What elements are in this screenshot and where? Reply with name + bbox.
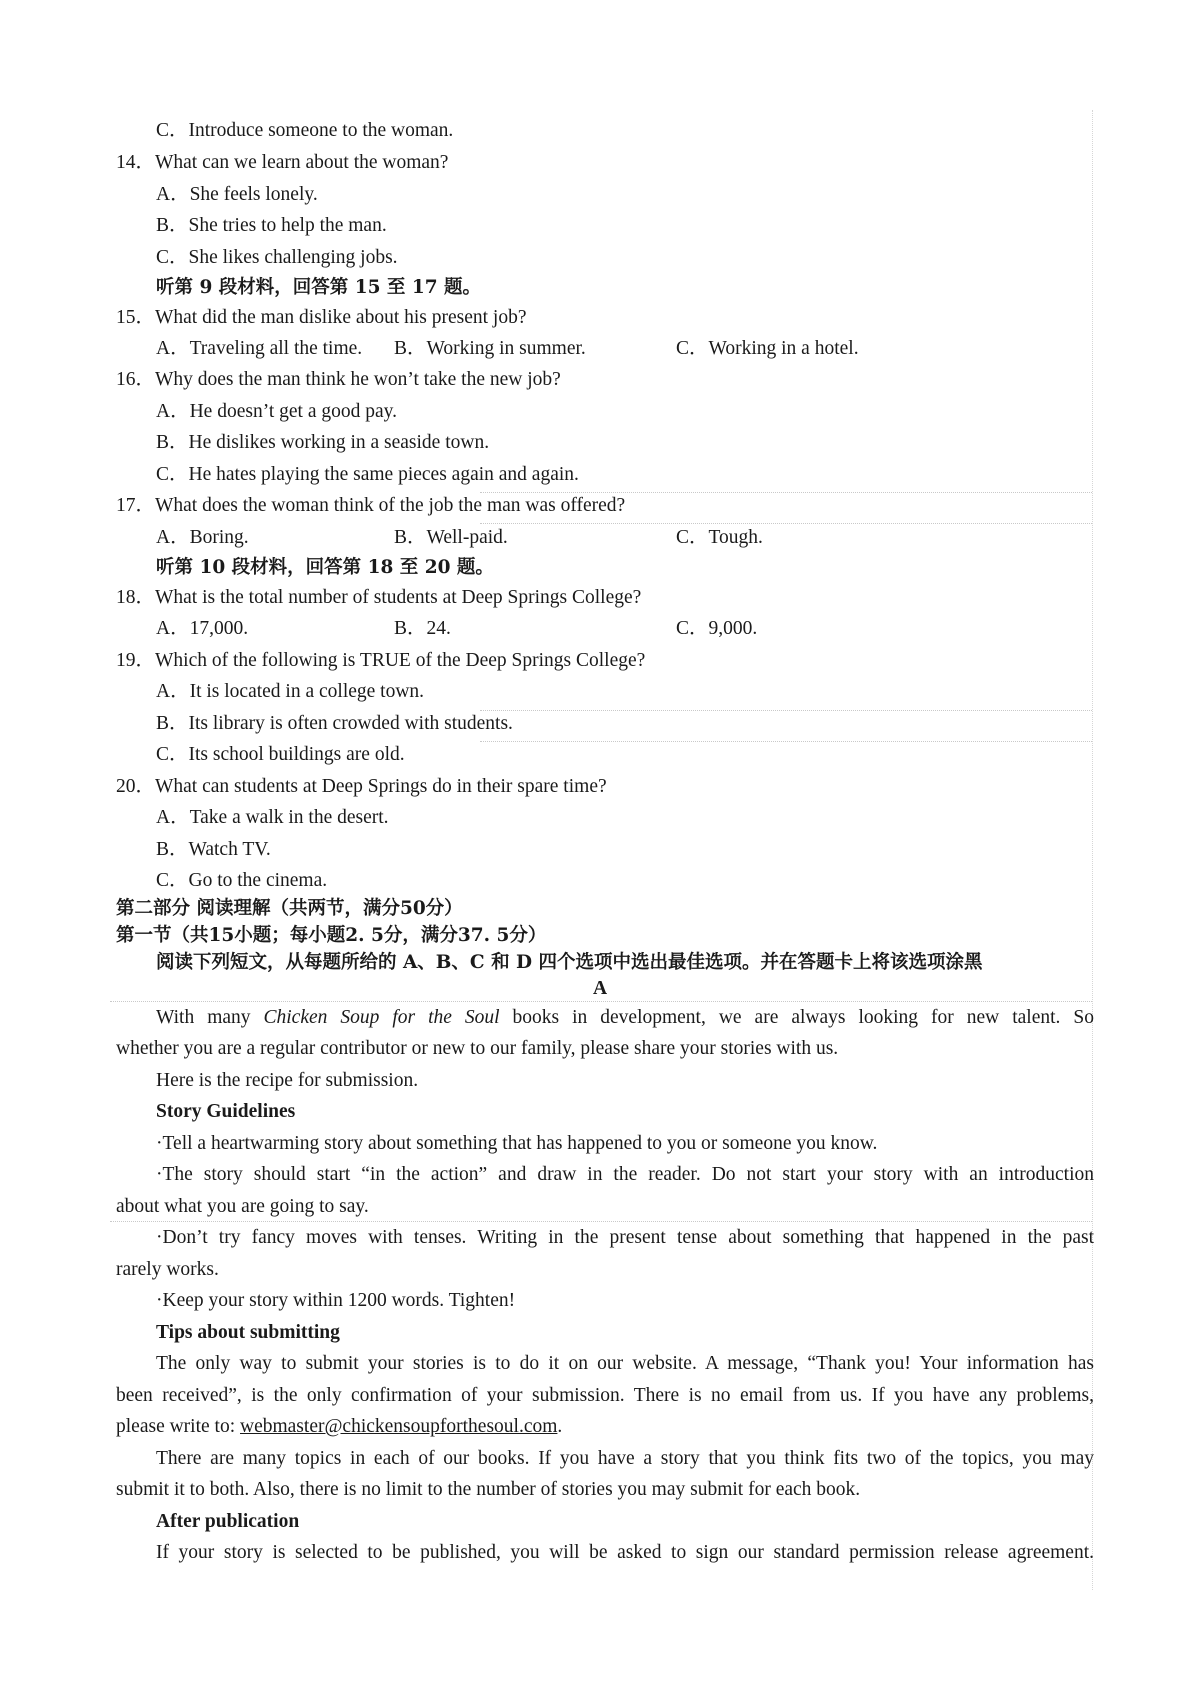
- q20-question: 20．What can students at Deep Springs do in their spare time?: [116, 776, 607, 797]
- q15-option-c: C．Working in a hotel.: [676, 338, 859, 359]
- guideline-3-line-2: rarely works.: [116, 1259, 219, 1280]
- row-guide: [480, 523, 1092, 524]
- q17-option-a: A．Boring.: [156, 527, 249, 548]
- q19-question: 19．Which of the following is TRUE of the Deep Springs College?: [116, 650, 646, 671]
- q19-option-b: B．Its library is often crowded with students.: [156, 713, 513, 734]
- passage-intro-line-2: whether you are a regular contributor or new to our family, please share your stories with us.: [116, 1038, 839, 1059]
- q15-option-b: B．Working in summer.: [394, 338, 586, 359]
- write-to-label: please write to:: [116, 1416, 240, 1437]
- intro-text-post: books in development, we are always looking for new talent. So: [499, 1007, 1094, 1028]
- part-2-heading: 第二部分 阅读理解（共两节，满分50分）: [116, 898, 463, 919]
- q14-option-a: A．She feels lonely.: [156, 184, 318, 205]
- after-publication-line-1: If your story is selected to be published, you will be asked to sign our standard permission release agreement.: [156, 1542, 1094, 1563]
- q17-option-b: B．Well-paid.: [394, 527, 508, 548]
- q16-option-b: B．He dislikes working in a seaside town.: [156, 432, 490, 453]
- q18-question: 18．What is the total number of students at Deep Springs College?: [116, 587, 642, 608]
- q18-option-c: C．9,000.: [676, 618, 758, 639]
- story-guidelines-heading: Story Guidelines: [156, 1101, 296, 1122]
- q18-option-a: A．17,000.: [156, 618, 249, 639]
- after-publication-heading: After publication: [156, 1511, 300, 1532]
- q17-question: 17．What does the woman think of the job the man was offered?: [116, 495, 626, 516]
- guideline-2-line-1: ·The story should start “in the action” and draw in the reader. Do not start your story with an introduction: [156, 1164, 1094, 1185]
- q16-question: 16．Why does the man think he won’t take the new job?: [116, 369, 561, 390]
- q14-question: 14．What can we learn about the woman?: [116, 152, 449, 173]
- q19-option-c: C．Its school buildings are old.: [156, 744, 405, 765]
- q20-option-c: C．Go to the cinema.: [156, 870, 328, 891]
- guideline-4: ·Keep your story within 1200 words. Tighten!: [156, 1290, 516, 1311]
- q18-option-b: B．24.: [394, 618, 451, 639]
- tips-paragraph-1-line-3: [116, 1414, 562, 1440]
- tips-paragraph-1-line-2: been received”, is the only confirmation of your submission. There is no email from us. If you have any problems,: [116, 1385, 1094, 1406]
- guideline-3-line-1: ·Don’t try fancy moves with tenses. Writing in the present tense about something that happened in the past: [156, 1227, 1094, 1248]
- recipe-line: Here is the recipe for submission.: [156, 1070, 419, 1091]
- passage-intro-line-1: [156, 1005, 1094, 1031]
- section-9-heading: 听第 9 段材料，回答第 15 至 17 题。: [156, 277, 482, 298]
- q13-option-c: C．Introduce someone to the woman.: [156, 120, 454, 141]
- guideline-1: ·Tell a heartwarming story about something that has happened to you or someone you know.: [156, 1133, 878, 1154]
- q20-option-b: B．Watch TV.: [156, 839, 271, 860]
- guideline-2-line-2: about what you are going to say.: [116, 1196, 369, 1217]
- q14-option-b: B．She tries to help the man.: [156, 215, 387, 236]
- tips-heading: Tips about submitting: [156, 1322, 340, 1343]
- book-title: Chicken Soup for the Soul: [263, 1007, 500, 1028]
- intro-text-pre: With many: [156, 1007, 264, 1028]
- q17-option-c: C．Tough.: [676, 527, 763, 548]
- webmaster-email-link[interactable]: webmaster@chickensoupforthesoul.com: [240, 1416, 558, 1437]
- section-10-heading: 听第 10 段材料，回答第 18 至 20 题。: [156, 557, 494, 578]
- reading-instruction: 阅读下列短文，从每题所给的 A、B、C 和 D 四个选项中选出最佳选项。并在答题卡上将该选项涂黑: [156, 952, 983, 973]
- q15-option-a: A．Traveling all the time.: [156, 338, 363, 359]
- q15-question: 15．What did the man dislike about his present job?: [116, 307, 527, 328]
- q14-option-c: C．She likes challenging jobs.: [156, 247, 398, 268]
- row-guide: [110, 1221, 1092, 1222]
- passage-label: A: [592, 978, 608, 999]
- q20-option-a: A．Take a walk in the desert.: [156, 807, 389, 828]
- q16-option-a: A．He doesn’t get a good pay.: [156, 401, 397, 422]
- row-guide: [480, 741, 1092, 742]
- tips-paragraph-2-line-1: There are many topics in each of our books. If you have a story that you think fits two of the topics, you may: [156, 1448, 1094, 1469]
- tips-paragraph-1-line-1: The only way to submit your stories is to do it on our website. A message, “Thank you! Your information has: [156, 1353, 1094, 1374]
- part-2-section-1-heading: 第一节（共15小题；每小题2. 5分，满分37. 5分）: [116, 925, 547, 946]
- q19-option-a: A．It is located in a college town.: [156, 681, 425, 702]
- row-guide: [480, 710, 1092, 711]
- q16-option-c: C．He hates playing the same pieces again and again.: [156, 464, 579, 485]
- tips-paragraph-2-line-2: submit it to both. Also, there is no limit to the number of stories you may submit for each book.: [116, 1479, 861, 1500]
- period: .: [557, 1416, 563, 1437]
